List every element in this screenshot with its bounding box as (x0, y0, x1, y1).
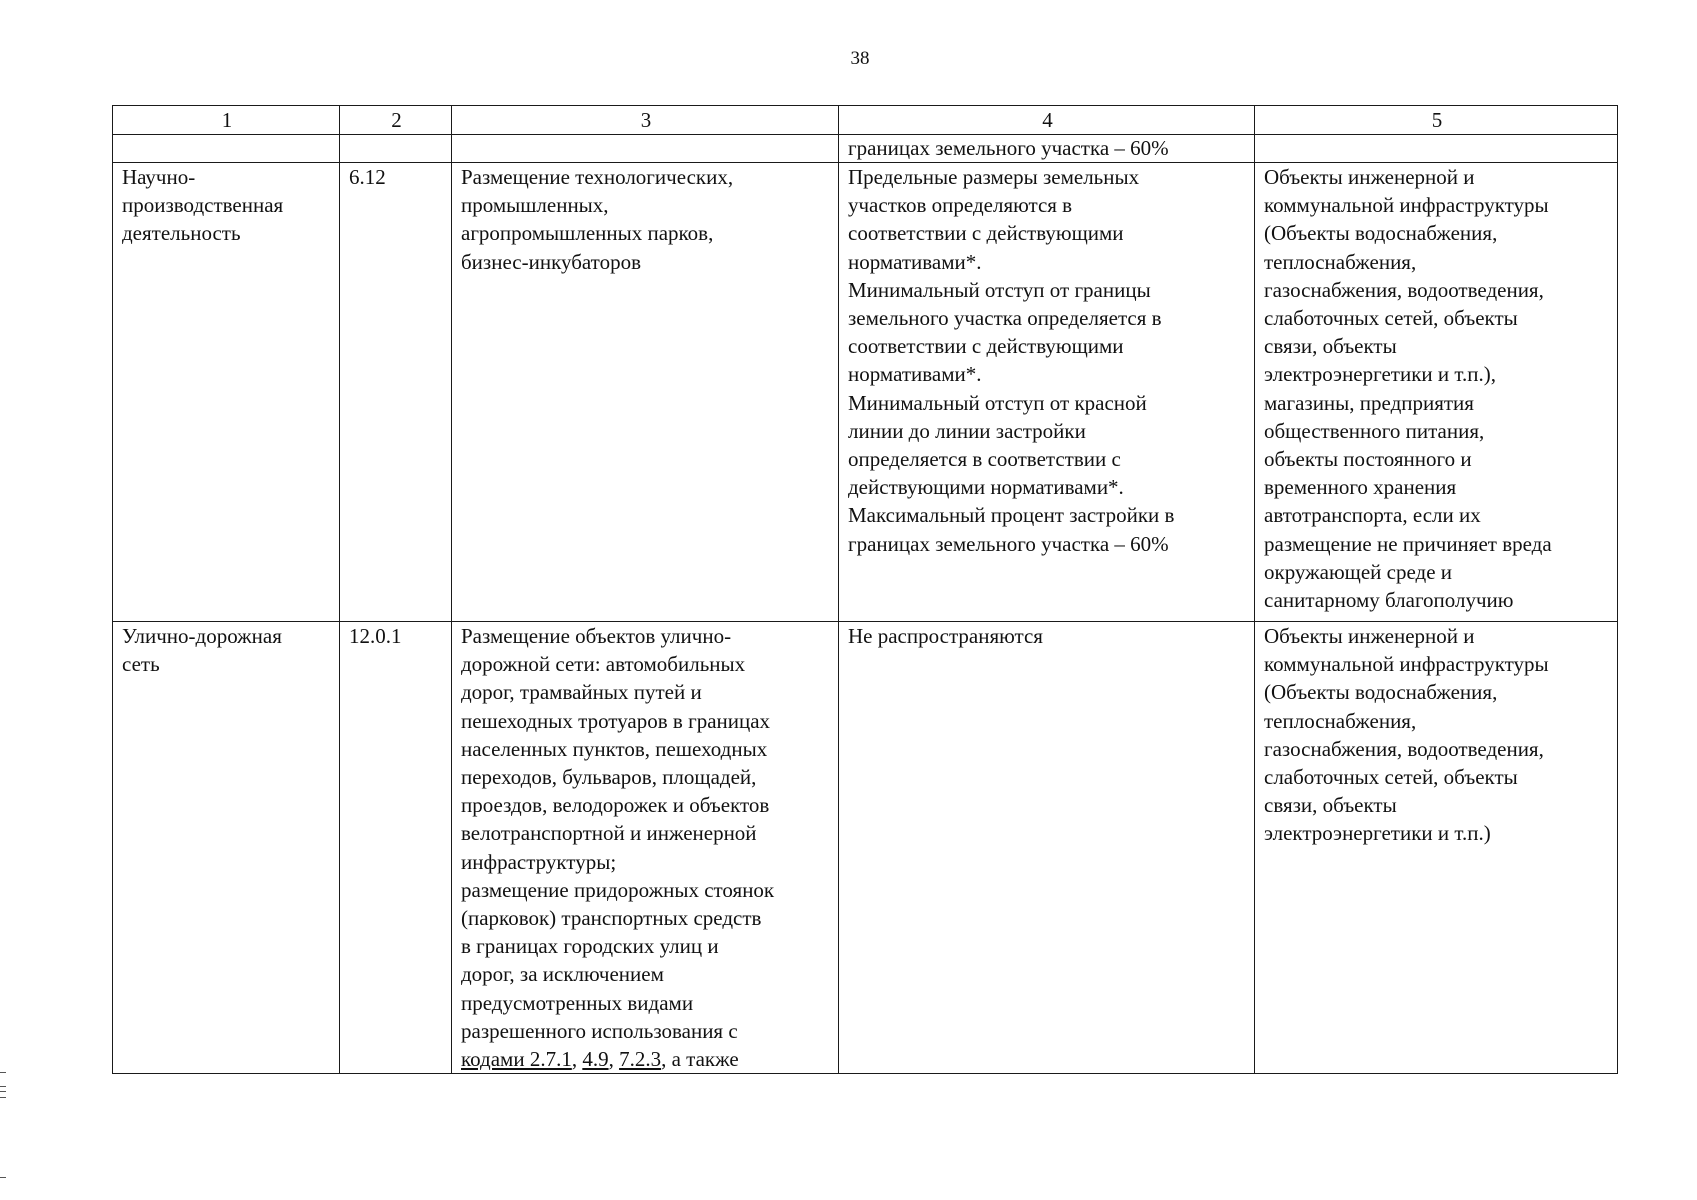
parameters-line: нормативами*. (848, 249, 982, 274)
parameters-line: соответствии с действующими (848, 334, 1124, 359)
use-name-line: производственная (122, 193, 284, 218)
description-line: разрешенного использования с (461, 1018, 738, 1043)
table-row-continuation (113, 135, 1618, 163)
margin-scan-mark (0, 1177, 6, 1178)
use-description-cell (452, 622, 839, 1074)
description-line: дорожной сети: автомобильных (461, 652, 746, 677)
description-line: проездов, велодорожек и объектов (461, 793, 770, 818)
parameters-line: определяется в соответствии с (848, 447, 1121, 472)
description-line: инфраструктуры; (461, 849, 617, 874)
auxiliary-line: связи, объекты (1264, 793, 1397, 818)
code-link-2-7-1[interactable]: кодами 2.7.1 (461, 1047, 572, 1072)
description-line: велотранспортной и инженерной (461, 821, 757, 846)
auxiliary-line: коммунальной инфраструктуры (1264, 652, 1549, 677)
margin-scan-mark (0, 1091, 6, 1092)
auxiliary-line: автотранспорта, если их (1264, 503, 1481, 528)
header-cell-3: 3 (452, 106, 839, 135)
auxiliary-line: теплоснабжения, (1264, 249, 1417, 274)
parameters-line: линии до линии застройки (848, 418, 1086, 443)
header-cell-1: 1 (113, 106, 340, 135)
use-name-line: Улично-дорожная (122, 624, 282, 648)
header-cell-2: 2 (340, 106, 452, 135)
table-header-row (113, 106, 1618, 135)
use-parameters-cell (839, 622, 1255, 1074)
auxiliary-line: Объекты инженерной и (1264, 165, 1475, 189)
code-tail-text: , а также (661, 1047, 739, 1072)
continuation-cell-1 (113, 135, 340, 163)
description-line: пешеходных тротуаров в границах (461, 708, 771, 733)
use-code: 12.0.1 (349, 624, 402, 648)
code-link-7-2-3[interactable]: 7.2.3 (619, 1047, 662, 1072)
use-description-cell (452, 163, 839, 622)
description-line: бизнес-инкубаторов (461, 249, 641, 274)
description-line: в границах городских улиц и (461, 934, 719, 959)
code-link-4-9[interactable]: 4.9 (582, 1047, 609, 1072)
description-line: (парковок) транспортных средств (461, 906, 762, 931)
auxiliary-line: слаботочных сетей, объекты (1264, 306, 1518, 331)
table-row-science (113, 163, 1618, 622)
continuation-cell-5 (1255, 135, 1618, 163)
use-name-cell (113, 163, 340, 622)
use-name-line: Научно- (122, 165, 196, 189)
use-code: 6.12 (349, 165, 386, 189)
use-code-cell (340, 622, 452, 1074)
table-row-road (113, 622, 1618, 1074)
auxiliary-line: (Объекты водоснабжения, (1264, 221, 1498, 246)
parameters-line: Не распространяются (848, 624, 1043, 648)
parameters-line: Минимальный отступ от красной (848, 390, 1147, 415)
auxiliary-uses-cell (1255, 622, 1618, 1074)
header-cell-4: 4 (839, 106, 1255, 135)
auxiliary-line: газоснабжения, водоотведения, (1264, 277, 1544, 302)
auxiliary-line: размещение не причиняет вреда (1264, 531, 1552, 556)
description-line: дорог, за исключением (461, 962, 664, 987)
auxiliary-line: газоснабжения, водоотведения, (1264, 736, 1544, 761)
header-cell-5: 5 (1255, 106, 1618, 135)
parameters-line: соответствии с действующими (848, 221, 1124, 246)
continuation-cell-3 (452, 135, 839, 163)
parameters-line: Максимальный процент застройки в (848, 503, 1175, 528)
description-line: переходов, бульваров, площадей, (461, 765, 757, 790)
margin-scan-mark (0, 1086, 6, 1087)
land-use-table (112, 105, 1618, 1074)
use-name-cell (113, 622, 340, 1074)
description-line: дорог, трамвайных путей и (461, 680, 702, 705)
parameters-line: нормативами*. (848, 362, 982, 387)
continuation-cell-4: границах земельного участка – 60% (839, 135, 1255, 163)
use-name-line: сеть (122, 652, 160, 677)
auxiliary-line: электроэнергетики и т.п.), (1264, 362, 1496, 387)
parameters-line: действующими нормативами*. (848, 475, 1124, 500)
margin-scan-mark (0, 1097, 6, 1098)
description-line: предусмотренных видами (461, 990, 694, 1015)
auxiliary-line: коммунальной инфраструктуры (1264, 193, 1549, 218)
description-line-codes (461, 1045, 831, 1073)
parameters-line: земельного участка определяется в (848, 306, 1162, 331)
auxiliary-line: санитарному благополучию (1264, 588, 1514, 613)
parameters-line: Предельные размеры земельных (848, 165, 1140, 189)
description-line: Размещение объектов улично- (461, 624, 732, 648)
parameters-line: участков определяются в (848, 193, 1073, 218)
description-line: населенных пунктов, пешеходных (461, 736, 768, 761)
description-line: промышленных, (461, 193, 609, 218)
description-line: размещение придорожных стоянок (461, 877, 775, 902)
auxiliary-line: слаботочных сетей, объекты (1264, 765, 1518, 790)
parameters-line: Минимальный отступ от границы (848, 277, 1151, 302)
page-number: 38 (850, 48, 870, 69)
code-separator: , (608, 1047, 620, 1072)
auxiliary-line: общественного питания, (1264, 418, 1485, 443)
margin-scan-mark (0, 1072, 6, 1073)
auxiliary-line: объекты постоянного и (1264, 447, 1472, 472)
auxiliary-uses-cell (1255, 163, 1618, 622)
use-parameters-cell (839, 163, 1255, 622)
code-separator: , (571, 1047, 583, 1072)
auxiliary-line: магазины, предприятия (1264, 390, 1474, 415)
auxiliary-line: электроэнергетики и т.п.) (1264, 821, 1491, 846)
use-code-cell (340, 163, 452, 622)
auxiliary-line: связи, объекты (1264, 334, 1397, 359)
parameters-line: границах земельного участка – 60% (848, 531, 1169, 556)
auxiliary-line: (Объекты водоснабжения, (1264, 680, 1498, 705)
use-name-line: деятельность (122, 221, 241, 246)
auxiliary-line: теплоснабжения, (1264, 708, 1417, 733)
auxiliary-line: окружающей среде и (1264, 559, 1453, 584)
continuation-cell-2 (340, 135, 452, 163)
auxiliary-line: временного хранения (1264, 475, 1457, 500)
auxiliary-line: Объекты инженерной и (1264, 624, 1475, 648)
description-line: агропромышленных парков, (461, 221, 714, 246)
description-line: Размещение технологических, (461, 165, 734, 189)
